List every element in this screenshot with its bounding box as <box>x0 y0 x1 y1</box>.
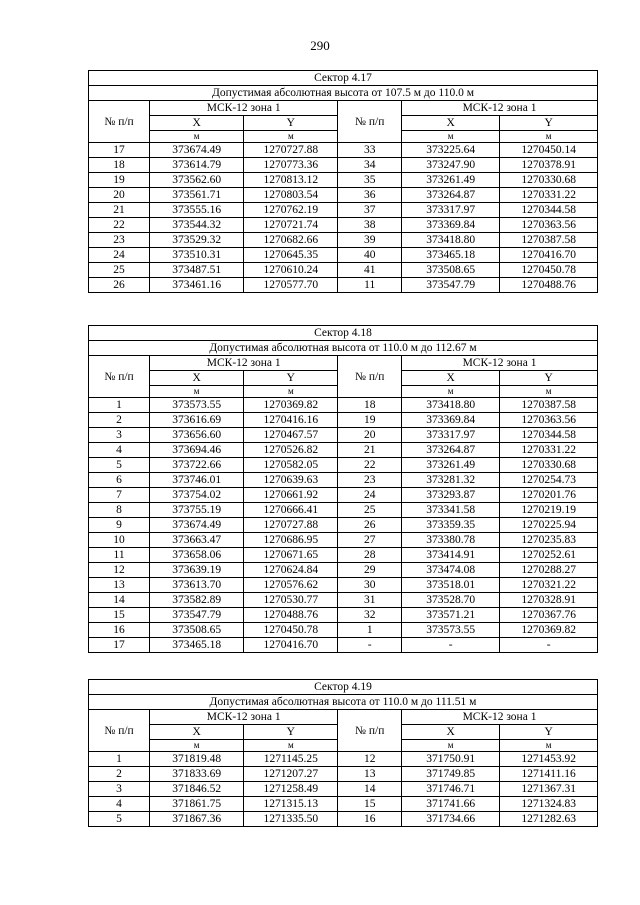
table-row <box>89 248 598 263</box>
y-value: 1270530.77 <box>244 593 338 608</box>
table-row <box>89 593 598 608</box>
x-value: 373510.31 <box>150 248 244 263</box>
x-value: 371741.66 <box>402 797 500 812</box>
x-value: 371819.48 <box>150 752 244 767</box>
x-value: 373639.19 <box>150 563 244 578</box>
x-value: 373573.55 <box>150 398 244 413</box>
point-number: 25 <box>338 503 402 518</box>
y-value: 1270721.74 <box>244 218 338 233</box>
y-value: 1270363.56 <box>500 413 598 428</box>
point-number: 24 <box>338 488 402 503</box>
point-number: 1 <box>89 752 150 767</box>
point-number: 34 <box>338 158 402 173</box>
y-value: 1270235.83 <box>500 533 598 548</box>
point-number: 35 <box>338 173 402 188</box>
y-column-header: Y <box>500 371 598 386</box>
x-value: 373754.02 <box>150 488 244 503</box>
y-value: 1271207.27 <box>244 767 338 782</box>
table-row <box>89 413 598 428</box>
point-number: 2 <box>89 413 150 428</box>
x-column-header: X <box>402 725 500 740</box>
point-number: 16 <box>338 812 402 827</box>
x-column-header: X <box>402 116 500 131</box>
point-number: 5 <box>89 458 150 473</box>
point-number: 15 <box>89 608 150 623</box>
point-number: 23 <box>338 473 402 488</box>
table-row <box>89 518 598 533</box>
x-value: 373317.97 <box>402 428 500 443</box>
table-row <box>89 218 598 233</box>
point-number: 19 <box>338 413 402 428</box>
x-value: 373341.58 <box>402 503 500 518</box>
table-row <box>89 782 598 797</box>
x-value: 371833.69 <box>150 767 244 782</box>
y-value: 1270450.78 <box>500 263 598 278</box>
coordinate-system-header: МСК-12 зона 1 <box>402 710 598 725</box>
point-number: 22 <box>338 458 402 473</box>
x-value: 373461.16 <box>150 278 244 293</box>
x-value: 373369.84 <box>402 413 500 428</box>
point-number: 20 <box>338 428 402 443</box>
x-value: 373474.08 <box>402 563 500 578</box>
y-value: 1270762.19 <box>244 203 338 218</box>
y-value: 1271367.31 <box>500 782 598 797</box>
point-number: 14 <box>89 593 150 608</box>
table-row <box>89 443 598 458</box>
point-number: 20 <box>89 188 150 203</box>
point-number: 26 <box>338 518 402 533</box>
x-value: 373528.70 <box>402 593 500 608</box>
unit-label: м <box>500 740 598 752</box>
table-row <box>89 188 598 203</box>
x-value: 373573.55 <box>402 623 500 638</box>
y-value: 1270576.62 <box>244 578 338 593</box>
x-value: 373544.32 <box>150 218 244 233</box>
point-number: 19 <box>89 173 150 188</box>
y-value: 1270526.82 <box>244 443 338 458</box>
coordinate-system-header: МСК-12 зона 1 <box>150 356 338 371</box>
x-value: 373369.84 <box>402 218 500 233</box>
point-number: 1 <box>89 398 150 413</box>
point-number: 28 <box>338 548 402 563</box>
point-number: 13 <box>338 767 402 782</box>
point-number: 37 <box>338 203 402 218</box>
x-value: 371734.66 <box>402 812 500 827</box>
row-number-header: № п/п <box>338 356 402 398</box>
y-value: 1270328.91 <box>500 593 598 608</box>
table-row <box>89 398 598 413</box>
point-number: 12 <box>338 752 402 767</box>
point-number: 4 <box>89 443 150 458</box>
x-value: 373656.60 <box>150 428 244 443</box>
point-number: 21 <box>89 203 150 218</box>
point-number: 14 <box>338 782 402 797</box>
table-row <box>89 638 598 653</box>
point-number: 3 <box>89 782 150 797</box>
point-number: 18 <box>89 158 150 173</box>
y-value: 1270639.63 <box>244 473 338 488</box>
point-number: 9 <box>89 518 150 533</box>
y-value: 1270803.54 <box>244 188 338 203</box>
y-value: 1270577.70 <box>244 278 338 293</box>
y-value: 1270488.76 <box>500 278 598 293</box>
row-number-header: № п/п <box>338 101 402 143</box>
y-value: 1270369.82 <box>244 398 338 413</box>
x-value: 373225.64 <box>402 143 500 158</box>
point-number: 8 <box>89 503 150 518</box>
y-value: 1270219.19 <box>500 503 598 518</box>
point-number: 1 <box>338 623 402 638</box>
x-value: 373508.65 <box>402 263 500 278</box>
y-value: 1270321.22 <box>500 578 598 593</box>
table-row <box>89 578 598 593</box>
y-value: 1271145.25 <box>244 752 338 767</box>
y-column-header: Y <box>244 725 338 740</box>
y-value: 1270201.76 <box>500 488 598 503</box>
point-number: 15 <box>338 797 402 812</box>
x-value: 373359.35 <box>402 518 500 533</box>
x-value: 373547.79 <box>150 608 244 623</box>
x-value: 371861.75 <box>150 797 244 812</box>
table-row <box>89 263 598 278</box>
x-column-header: X <box>150 116 244 131</box>
y-value: 1270416.16 <box>244 413 338 428</box>
y-value: 1270344.58 <box>500 203 598 218</box>
sector-title: Сектор 4.17 <box>89 71 598 86</box>
coordinate-system-header: МСК-12 зона 1 <box>150 710 338 725</box>
y-value: 1270330.68 <box>500 458 598 473</box>
x-value: 373561.71 <box>150 188 244 203</box>
x-value: 373414.91 <box>402 548 500 563</box>
unit-label: м <box>244 740 338 752</box>
x-value: 373616.69 <box>150 413 244 428</box>
point-number: 18 <box>338 398 402 413</box>
y-value: 1271411.16 <box>500 767 598 782</box>
y-value: 1270488.76 <box>244 608 338 623</box>
y-value: 1271258.49 <box>244 782 338 797</box>
table-row <box>89 623 598 638</box>
unit-label: м <box>500 386 598 398</box>
unit-label: м <box>150 131 244 143</box>
y-value: 1271324.83 <box>500 797 598 812</box>
x-value: 371746.71 <box>402 782 500 797</box>
x-column-header: X <box>150 371 244 386</box>
table-row <box>89 203 598 218</box>
table-row <box>89 533 598 548</box>
sector-table <box>88 679 598 827</box>
table-row <box>89 158 598 173</box>
row-number-header: № п/п <box>338 710 402 752</box>
y-value: 1270367.76 <box>500 608 598 623</box>
y-value: 1270331.22 <box>500 188 598 203</box>
x-value: 373562.60 <box>150 173 244 188</box>
y-value: 1270225.94 <box>500 518 598 533</box>
table-row <box>89 503 598 518</box>
point-number: 5 <box>89 812 150 827</box>
sector-title: Сектор 4.19 <box>89 680 598 695</box>
x-value: 373487.51 <box>150 263 244 278</box>
x-value: 373508.65 <box>150 623 244 638</box>
x-column-header: X <box>402 371 500 386</box>
table-row <box>89 797 598 812</box>
y-value: 1270727.88 <box>244 518 338 533</box>
y-value: 1270344.58 <box>500 428 598 443</box>
point-number: 21 <box>338 443 402 458</box>
y-column-header: Y <box>244 116 338 131</box>
x-value: 373582.89 <box>150 593 244 608</box>
y-value: 1270387.58 <box>500 398 598 413</box>
x-value: 373380.78 <box>402 533 500 548</box>
unit-label: м <box>244 386 338 398</box>
point-number: 10 <box>89 533 150 548</box>
x-value: 373293.87 <box>402 488 500 503</box>
x-value: 373658.06 <box>150 548 244 563</box>
y-value: 1270610.24 <box>244 263 338 278</box>
y-column-header: Y <box>244 371 338 386</box>
point-number: 17 <box>89 143 150 158</box>
point-number: 17 <box>89 638 150 653</box>
point-number: 11 <box>338 278 402 293</box>
y-column-header: Y <box>500 725 598 740</box>
point-number: 24 <box>89 248 150 263</box>
x-value: 371749.85 <box>402 767 500 782</box>
table-row <box>89 812 598 827</box>
unit-label: м <box>402 386 500 398</box>
table-row <box>89 473 598 488</box>
point-number: 38 <box>338 218 402 233</box>
point-number: 16 <box>89 623 150 638</box>
y-column-header: Y <box>500 116 598 131</box>
table-row <box>89 428 598 443</box>
point-number: 6 <box>89 473 150 488</box>
point-number: 26 <box>89 278 150 293</box>
point-number: 13 <box>89 578 150 593</box>
x-value: 373281.32 <box>402 473 500 488</box>
x-value: 371867.36 <box>150 812 244 827</box>
x-column-header: X <box>150 725 244 740</box>
y-value: 1271315.13 <box>244 797 338 812</box>
x-value: 373261.49 <box>402 458 500 473</box>
point-number: 25 <box>89 263 150 278</box>
x-value: 373465.18 <box>402 248 500 263</box>
y-value: 1270378.91 <box>500 158 598 173</box>
y-value: 1270582.05 <box>244 458 338 473</box>
point-number: 11 <box>89 548 150 563</box>
y-value: - <box>500 638 598 653</box>
row-number-header: № п/п <box>89 101 150 143</box>
y-value: 1271282.63 <box>500 812 598 827</box>
x-value: 371750.91 <box>402 752 500 767</box>
y-value: 1271453.92 <box>500 752 598 767</box>
x-value: 373261.49 <box>402 173 500 188</box>
y-value: 1270624.84 <box>244 563 338 578</box>
point-number: 32 <box>338 608 402 623</box>
x-value: 373264.87 <box>402 443 500 458</box>
x-value: 373663.47 <box>150 533 244 548</box>
x-value: 373418.80 <box>402 398 500 413</box>
x-value: 373418.80 <box>402 233 500 248</box>
table-row <box>89 278 598 293</box>
point-number: 3 <box>89 428 150 443</box>
point-number: 23 <box>89 233 150 248</box>
x-value: 373555.16 <box>150 203 244 218</box>
x-value: 371846.52 <box>150 782 244 797</box>
height-limit: Допустимая абсолютная высота от 110.0 м до 111.51 м <box>89 695 598 710</box>
unit-label: м <box>402 740 500 752</box>
point-number: 4 <box>89 797 150 812</box>
y-value: 1270686.95 <box>244 533 338 548</box>
y-value: 1270331.22 <box>500 443 598 458</box>
point-number: 27 <box>338 533 402 548</box>
x-value: 373674.49 <box>150 143 244 158</box>
x-value: 373722.66 <box>150 458 244 473</box>
y-value: 1270288.27 <box>500 563 598 578</box>
point-number: 41 <box>338 263 402 278</box>
unit-label: м <box>150 386 244 398</box>
point-number: 7 <box>89 488 150 503</box>
table-row <box>89 563 598 578</box>
point-number: 12 <box>89 563 150 578</box>
x-value: 373317.97 <box>402 203 500 218</box>
sector-table <box>88 70 598 293</box>
y-value: 1270671.65 <box>244 548 338 563</box>
y-value: 1270387.58 <box>500 233 598 248</box>
x-value: 373614.79 <box>150 158 244 173</box>
coordinate-system-header: МСК-12 зона 1 <box>150 101 338 116</box>
x-value: 373674.49 <box>150 518 244 533</box>
unit-label: м <box>402 131 500 143</box>
y-value: 1270645.35 <box>244 248 338 263</box>
page-number: 290 <box>310 38 330 53</box>
y-value: 1270330.68 <box>500 173 598 188</box>
y-value: 1270467.57 <box>244 428 338 443</box>
y-value: 1270416.70 <box>244 638 338 653</box>
y-value: 1270813.12 <box>244 173 338 188</box>
y-value: 1270416.70 <box>500 248 598 263</box>
point-number: - <box>338 638 402 653</box>
table-row <box>89 608 598 623</box>
x-value: 373694.46 <box>150 443 244 458</box>
y-value: 1270682.66 <box>244 233 338 248</box>
x-value: 373746.01 <box>150 473 244 488</box>
coordinate-system-header: МСК-12 зона 1 <box>402 356 598 371</box>
table-row <box>89 458 598 473</box>
table-row <box>89 548 598 563</box>
table-row <box>89 173 598 188</box>
table-row <box>89 143 598 158</box>
x-value: 373547.79 <box>402 278 500 293</box>
y-value: 1271335.50 <box>244 812 338 827</box>
row-number-header: № п/п <box>89 356 150 398</box>
height-limit: Допустимая абсолютная высота от 107.5 м до 110.0 м <box>89 86 598 101</box>
x-value: 373529.32 <box>150 233 244 248</box>
point-number: 2 <box>89 767 150 782</box>
point-number: 31 <box>338 593 402 608</box>
point-number: 33 <box>338 143 402 158</box>
coordinate-system-header: МСК-12 зона 1 <box>402 101 598 116</box>
y-value: 1270450.14 <box>500 143 598 158</box>
row-number-header: № п/п <box>89 710 150 752</box>
y-value: 1270661.92 <box>244 488 338 503</box>
table-row <box>89 233 598 248</box>
point-number: 29 <box>338 563 402 578</box>
y-value: 1270369.82 <box>500 623 598 638</box>
x-value: 373264.87 <box>402 188 500 203</box>
point-number: 36 <box>338 188 402 203</box>
y-value: 1270252.61 <box>500 548 598 563</box>
point-number: 40 <box>338 248 402 263</box>
y-value: 1270727.88 <box>244 143 338 158</box>
x-value: 373518.01 <box>402 578 500 593</box>
y-value: 1270666.41 <box>244 503 338 518</box>
y-value: 1270363.56 <box>500 218 598 233</box>
height-limit: Допустимая абсолютная высота от 110.0 м до 112.67 м <box>89 341 598 356</box>
sector-title: Сектор 4.18 <box>89 326 598 341</box>
point-number: 22 <box>89 218 150 233</box>
x-value: - <box>402 638 500 653</box>
table-row <box>89 767 598 782</box>
y-value: 1270254.73 <box>500 473 598 488</box>
table-row <box>89 488 598 503</box>
y-value: 1270450.78 <box>244 623 338 638</box>
x-value: 373571.21 <box>402 608 500 623</box>
unit-label: м <box>150 740 244 752</box>
unit-label: м <box>500 131 598 143</box>
point-number: 30 <box>338 578 402 593</box>
point-number: 39 <box>338 233 402 248</box>
x-value: 373755.19 <box>150 503 244 518</box>
table-row <box>89 752 598 767</box>
x-value: 373247.90 <box>402 158 500 173</box>
y-value: 1270773.36 <box>244 158 338 173</box>
x-value: 373613.70 <box>150 578 244 593</box>
unit-label: м <box>244 131 338 143</box>
sector-table <box>88 325 598 653</box>
x-value: 373465.18 <box>150 638 244 653</box>
